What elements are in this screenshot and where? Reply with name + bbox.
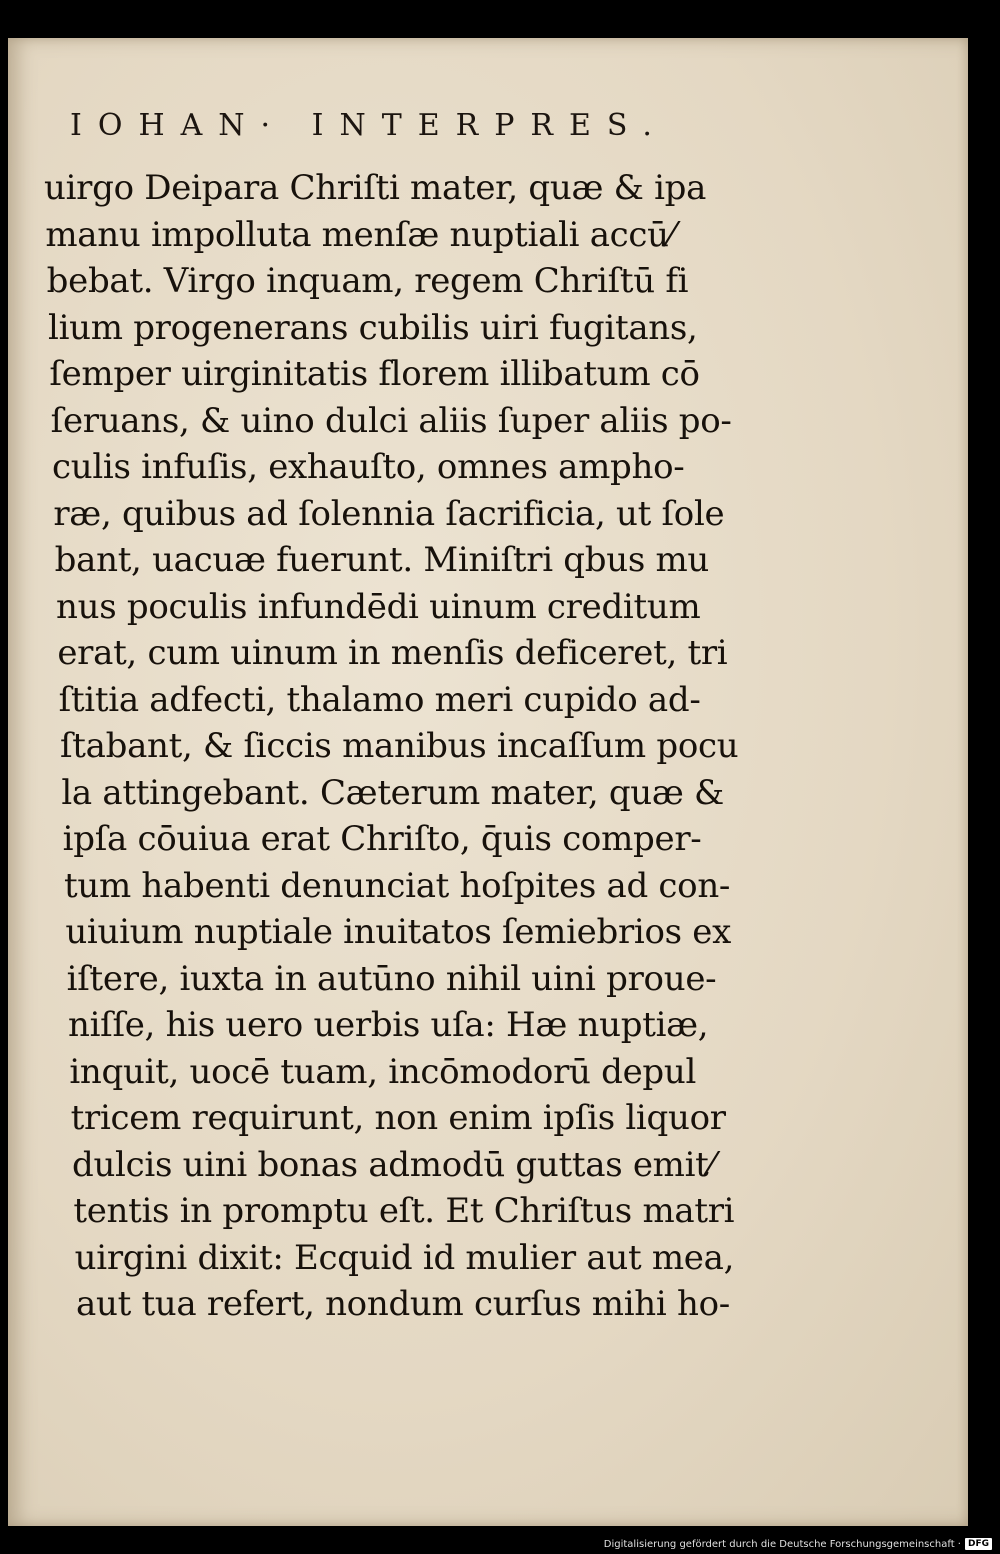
footer [604,1538,992,1550]
text-line: nus poculis infundēdi uinum creditum [56,586,701,627]
text-line: ſtabant, & ſiccis manibus incaſſum pocu [60,726,739,766]
text-line: tentis in promptu eſt. Et Chriſtus matri [73,1191,735,1231]
text-line: la attingebant. Cæterum mater, quæ & [61,772,725,813]
text-line: ipſa cōuiua erat Chriſto, q̄uis comper- [62,819,702,859]
text-line: bebat. Virgo inquam, regem Chriſtū fi [46,261,689,301]
dfg-logo-icon: DFG [965,1538,992,1550]
text-line: ſtitia adfecti, thalamo meri cupido ad- [58,679,701,720]
text-line: inquit, uocē tuam, incōmodorū depul [69,1051,697,1092]
text-line: aut tua refert, nondum curſus mihi ho- [76,1284,730,1324]
text-line: tricem requirunt, non enim ipſis liquor [70,1098,726,1138]
text-line: erat, cum uinum in menſis deficeret, tri [57,633,728,673]
footer-credit: Digitalisierung gefördert durch die Deutsche Forschungsgemeinschaft · [603,1538,961,1550]
text-line: uirgini dixit: Ecquid id mulier aut mea, [74,1237,735,1278]
text-line: ſeruans, & uino dulci aliis ſuper aliis po- [50,400,732,441]
text-line: iſtere, iuxta in autūno nihil uini proue- [66,958,717,999]
text-line: ſemper uirginitatis florem illibatum cō [49,354,700,394]
text-line: niſſe, his uero uerbis uſa: Hæ nuptiæ, [68,1005,709,1045]
text-line: uirgo Deipara Chriſti mater, quæ & ipa [44,168,707,208]
text-line: uiuium nuptiale inuitatos ſemiebrios ex [65,912,732,952]
book-page [8,38,968,1526]
text-line: ræ, quibus ad ſolennia ſacrificia, ut ſole [53,493,725,534]
text-line: dulcis uini bonas admodū guttas emit⁄ [72,1144,714,1185]
text-line: manu impolluta menſæ nuptiali accū⁄ [45,214,675,255]
text-line: tum habenti denunciat hoſpites ad con- [64,865,731,906]
running-head: IOHAN· INTERPRES. [70,108,668,143]
text-line: bant, uacuæ fuerunt. Miniſtri qbus mu [54,540,710,580]
text-line: culis infuſis, exhauſto, omnes ampho- [52,447,685,487]
text-line: lium progenerans cubilis uiri fugitans, [48,307,698,348]
